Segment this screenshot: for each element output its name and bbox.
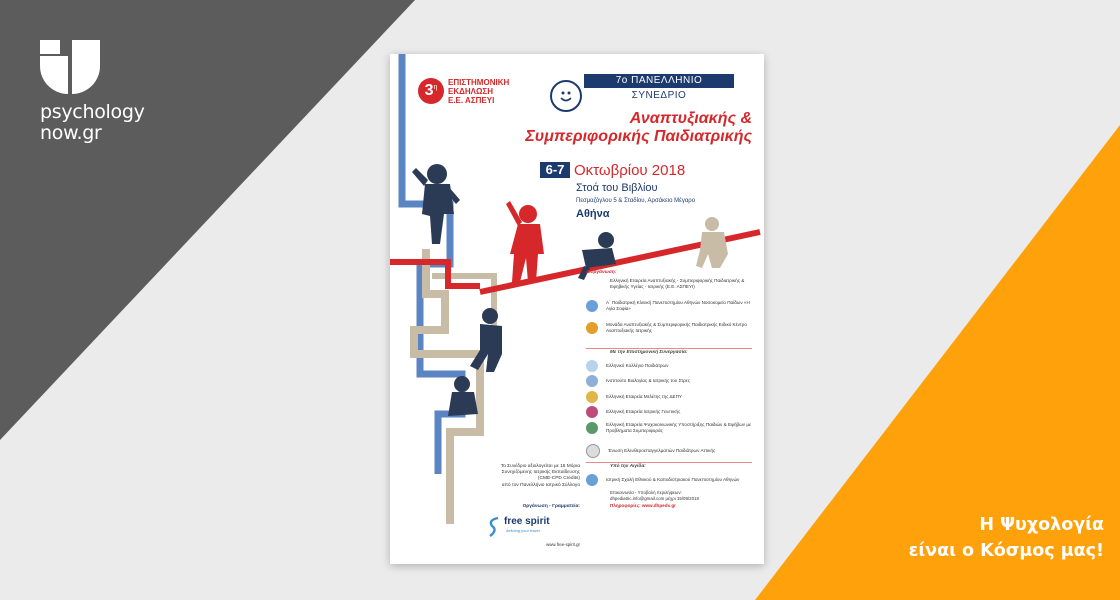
collab-4-row (586, 406, 756, 418)
congress-line2: ΣΥΝΕΔΡΙΟ (631, 90, 687, 101)
cme-line4: από τον Πανελλήνιο Ιατρικό Σύλλογο (501, 482, 580, 488)
title-line2: Συμπεριφορικής Παιδιατρικής (525, 128, 752, 145)
info-line[interactable]: Πληροφορίες: www.dhpeds.gr (610, 503, 676, 508)
auspices-row (586, 474, 756, 486)
collab-3-row (586, 391, 756, 403)
contact-line1: Επικοινωνία - Υποβολή περιλήψεων: (610, 490, 682, 495)
collab-2-row (586, 375, 756, 387)
address: Πεσμαζόγλου 5 & Σταδίου, Αρσάκειο Μέγαρο (576, 198, 696, 204)
collab-6-row (586, 444, 758, 458)
separator-1 (586, 348, 752, 349)
organizer-1: Ελληνική Εταιρεία Αναπτυξιακής - Συμπεριφορικής Παιδιατρικής & Εφηβικής Υγείας - Ιατρικής (Ε.Ε. ΑΣΠΕΥΙ) (610, 278, 745, 289)
edition-badge (418, 78, 444, 104)
dates-box (540, 162, 570, 178)
genetics-logo-icon (586, 406, 598, 418)
event-line3: Ε.Ε. ΑΣΠΕΥΙ (448, 96, 495, 105)
child-silhouette-2 (506, 201, 544, 282)
cme-line1: Το Συνέδριο αξιολογείται με 16 Μόρια (500, 464, 580, 469)
event-label (448, 78, 509, 105)
collaborator-6: Ένωση Ελευθεροεπαγγελματιών Παιδιάτρων Αττικής (608, 448, 716, 454)
event-line1: ΕΠΙΣΤΗΜΟΝΙΚΗ (448, 78, 510, 87)
logo-mark-icon (40, 40, 100, 94)
logo-line2: now.gr (40, 122, 102, 144)
organizer-3-row (586, 322, 756, 334)
logo-line1: psychology (40, 101, 145, 123)
secretariat-heading: Οργάνωση - Γραμματεία: (522, 504, 580, 509)
adhd-society-logo-icon (586, 391, 598, 403)
organizer-2: Α΄ Παιδιατρική Κλινική Πανεπιστημίου Αθηνών Νοσοκομείο Παίδων «Η Αγία Σοφία» (606, 300, 750, 311)
medical-school-seal-icon (586, 474, 598, 486)
child-silhouette-3 (470, 308, 502, 372)
collab-1-row (586, 360, 756, 372)
cme-info (450, 464, 580, 489)
month-year: Οκτωβρίου 2018 (574, 162, 686, 179)
brand-tagline: defining your travel (506, 528, 540, 533)
separator-2 (586, 462, 752, 463)
city: Αθήνα (576, 208, 610, 220)
cme-line2: Συνεχιζόμενης Ιατρικής Εκπαίδευσης (501, 470, 580, 476)
collaborator-4: Ελληνική Εταιρεία Ιατρικής Γενετικής (606, 409, 681, 415)
slogan-line1: Η Ψυχολογία (979, 515, 1104, 535)
title-line1: Αναπτυξιακής & (629, 110, 752, 127)
collaborator-2: Ινστιτούτο Βιολογίας & Ιατρικής του Στρες (606, 378, 690, 384)
unit-logo-icon (586, 322, 598, 334)
organization-heading: Διοργάνωση: (586, 270, 617, 275)
collaborator-3: Ελληνική Εταιρεία Μελέτης της ΔΕΠΥ (606, 394, 682, 400)
free-spirit-swirl-icon (486, 516, 502, 538)
college-logo-icon (586, 360, 598, 372)
brand-name: free spirit (504, 516, 550, 527)
contact-line2: dhpediatric.info@gmail.com μέχρι 15/09/2018 (610, 496, 699, 501)
collaboration-heading: Με την Επιστημονική Συνεργασία: (610, 350, 688, 355)
cme-line3: (CME-CPD Credits) (537, 476, 580, 482)
psychosocial-logo-icon (586, 422, 598, 434)
auspices-heading: Υπό την Αιγίδα: (610, 464, 646, 469)
badge-number: 3 (424, 82, 434, 99)
university-seal-icon (586, 300, 598, 312)
institute-logo-icon (586, 375, 598, 387)
organizer-2-row (586, 300, 756, 312)
poster-title (452, 110, 752, 146)
venue: Στοά του Βιβλίου (576, 182, 658, 194)
badge-sup: η (433, 83, 438, 91)
site-slogan (894, 512, 1104, 564)
collab-5-row (586, 422, 756, 434)
smiley-icon (550, 80, 582, 112)
baby-sitting-silhouette (448, 376, 478, 416)
congress-line1: 7ο ΠΑΝΕΛΛΗΝΙΟ (584, 74, 734, 88)
dates: 6-7 (545, 162, 565, 177)
auspices-text: Ιατρική Σχολή Εθνικού & Καποδιστριακού Πανεπιστημίου Αθηνών (606, 477, 740, 483)
organizer-url[interactable]: www.free-spirit.gr (546, 542, 580, 547)
collaborator-5: Ελληνική Εταιρεία Ψυχοκοινωνικής Υποστήριξης Παιδιών & Εφήβων με Προβλήματα Συμπεριφοράς (606, 422, 752, 433)
organizer-3: Μονάδα Αναπτυξιακής & Συμπεριφορικής Παιδιατρικής Ειδικό Κέντρο Αναπτυξιακής Ιατρικής (606, 322, 747, 333)
free-spirit-logo[interactable] (486, 514, 580, 540)
slogan-line2: είναι ο Κόσμος μας! (908, 541, 1104, 561)
congress-poster[interactable] (390, 54, 764, 564)
collaborator-1: Ελληνικό Κολλέγιο Παιδιάτρων (606, 363, 669, 369)
pediatricians-union-logo-icon (586, 444, 600, 458)
secretariat-contact (610, 490, 699, 502)
site-logo[interactable] (40, 40, 160, 144)
event-line2: ΕΚΔΗΛΩΣΗ (448, 87, 493, 96)
